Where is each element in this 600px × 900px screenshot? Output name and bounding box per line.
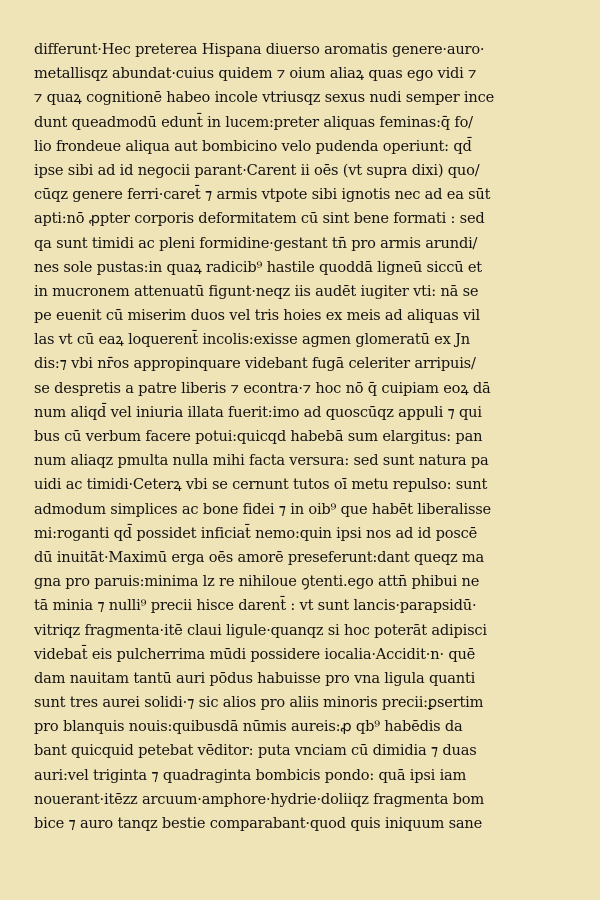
text-line: gna pro paruis:minima lz re nihiloue ꝯtenti.ego attn̄ phibui ne — [34, 573, 480, 591]
text-line: admodum simplices ac bone fidei ⁊ in oib⁹ que habēt liberalisse — [34, 500, 491, 518]
text-block — [34, 38, 568, 836]
text-line: mi:roganti qd̄ possidet inficiat̄ nemo:quin ipsi nos ad id poscē — [34, 524, 478, 542]
text-line: tā minia ⁊ nulli⁹ precii hisce darent̄ : vt sunt lancis·parapsidū· — [34, 597, 477, 615]
text-line: ipse sibi ad id negocii parant·Carent ii oēs (vt supra dixi) quo/ — [34, 161, 480, 179]
text-line: uidi ac timidi·Ceterꝝ vbi se cernunt tutos oī metu repulso: sunt — [34, 476, 488, 494]
text-line: vitriqz fragmenta·itē claui ligule·quanqz si hoc poterāt adipisci — [34, 621, 487, 639]
text-line: apti:nō ꝓpter corporis deformitatem cū sint bene formati : sed — [34, 210, 485, 228]
text-line: se despretis a patre liberis ⁊ econtra·⁊ hoc nō q̄ cuipiam eoꝝ dā — [34, 379, 491, 397]
text-line: pro blanquis nouis:quibusdā nūmis aureis:ꝓ qb⁹ habēdis da — [34, 718, 463, 736]
text-line: videbat̄ eis pulcherrima mūdi possidere iocalia·Accidit·n· quē — [34, 645, 476, 663]
text-line: differunt·Hec preterea Hispana diuerso aromatis genere·auro· — [34, 41, 485, 58]
text-line: qa sunt timidi ac pleni formidine·gestant tn̄ pro armis arundi/ — [34, 234, 478, 252]
text-line: las vt cū eaꝝ loquerent̄ incolis:exisse agmen glomeratū ex Jn — [34, 331, 470, 349]
text-line: pe euenit cū miserim duos vel tris hoies ex meis ad aliquas vil — [34, 307, 480, 325]
text-line: dunt queadmodū edunt̄ in lucem:preter aliquas feminas:q̄ fo/ — [34, 113, 473, 131]
text-line: num aliaqz pmulta nulla mihi facta versura: sed sunt natura pa — [34, 452, 489, 470]
text-line: bant quicquid petebat vēditor: puta vnciam cū dimidia ⁊ duas — [34, 742, 477, 760]
text-line: auri:vel triginta ⁊ quadraginta bombicis pondo: quā ipsi iam — [34, 766, 467, 784]
text-line: bice ⁊ auro tanqz bestie comparabant·quod quis iniquum sane — [34, 815, 483, 832]
text-line: dam nauitam tantū auri pōdus habuisse pro vna ligula quanti — [34, 669, 476, 687]
text-line: lio frondeue aliqua aut bombicino velo pudenda operiunt: qd̄ — [34, 137, 472, 155]
text-line: dis:⁊ vbi nr̄os appropinquare videbant fugā celeriter arripuis/ — [34, 355, 476, 373]
text-line: bus cū verbum facere potui:quicqd habebā sum elargitus: pan — [34, 428, 483, 445]
text-line: nes sole pustas:in quaꝝ radicib⁹ hastile quoddā ligneū siccū et — [34, 258, 482, 276]
text-line: ⁊ quaꝝ cognitionē habeo incole vtriusqz sexus nudi semper ince — [34, 89, 495, 107]
text-line: sunt tres aurei solidi·⁊ sic alios pro aliis minoris precii:ꝑsertim — [34, 694, 484, 712]
text-line: cūqz genere ferri·caret̄ ⁊ armis vtpote sibi ignotis nec ad ea sūt — [34, 186, 491, 204]
text-line: dū inuitāt·Maximū erga oēs amorē preseferunt:dant queqz ma — [34, 548, 485, 566]
text-line: metallisqz abundat·cuius quidem ⁊ oium aliaꝝ quas ego vidi ⁊ — [34, 65, 477, 83]
text-line: in mucronem attenuatū figunt·neqz iis audēt iugiter vti: nā se — [34, 282, 479, 300]
text-line: num aliqd̄ vel iniuria illata fuerit:imo ad quoscūqz appuli ⁊ qui — [34, 403, 482, 421]
text-line: nouerant·itēzz arcuum·amphore·hydrie·doliiqz fragmenta bom — [34, 790, 484, 808]
